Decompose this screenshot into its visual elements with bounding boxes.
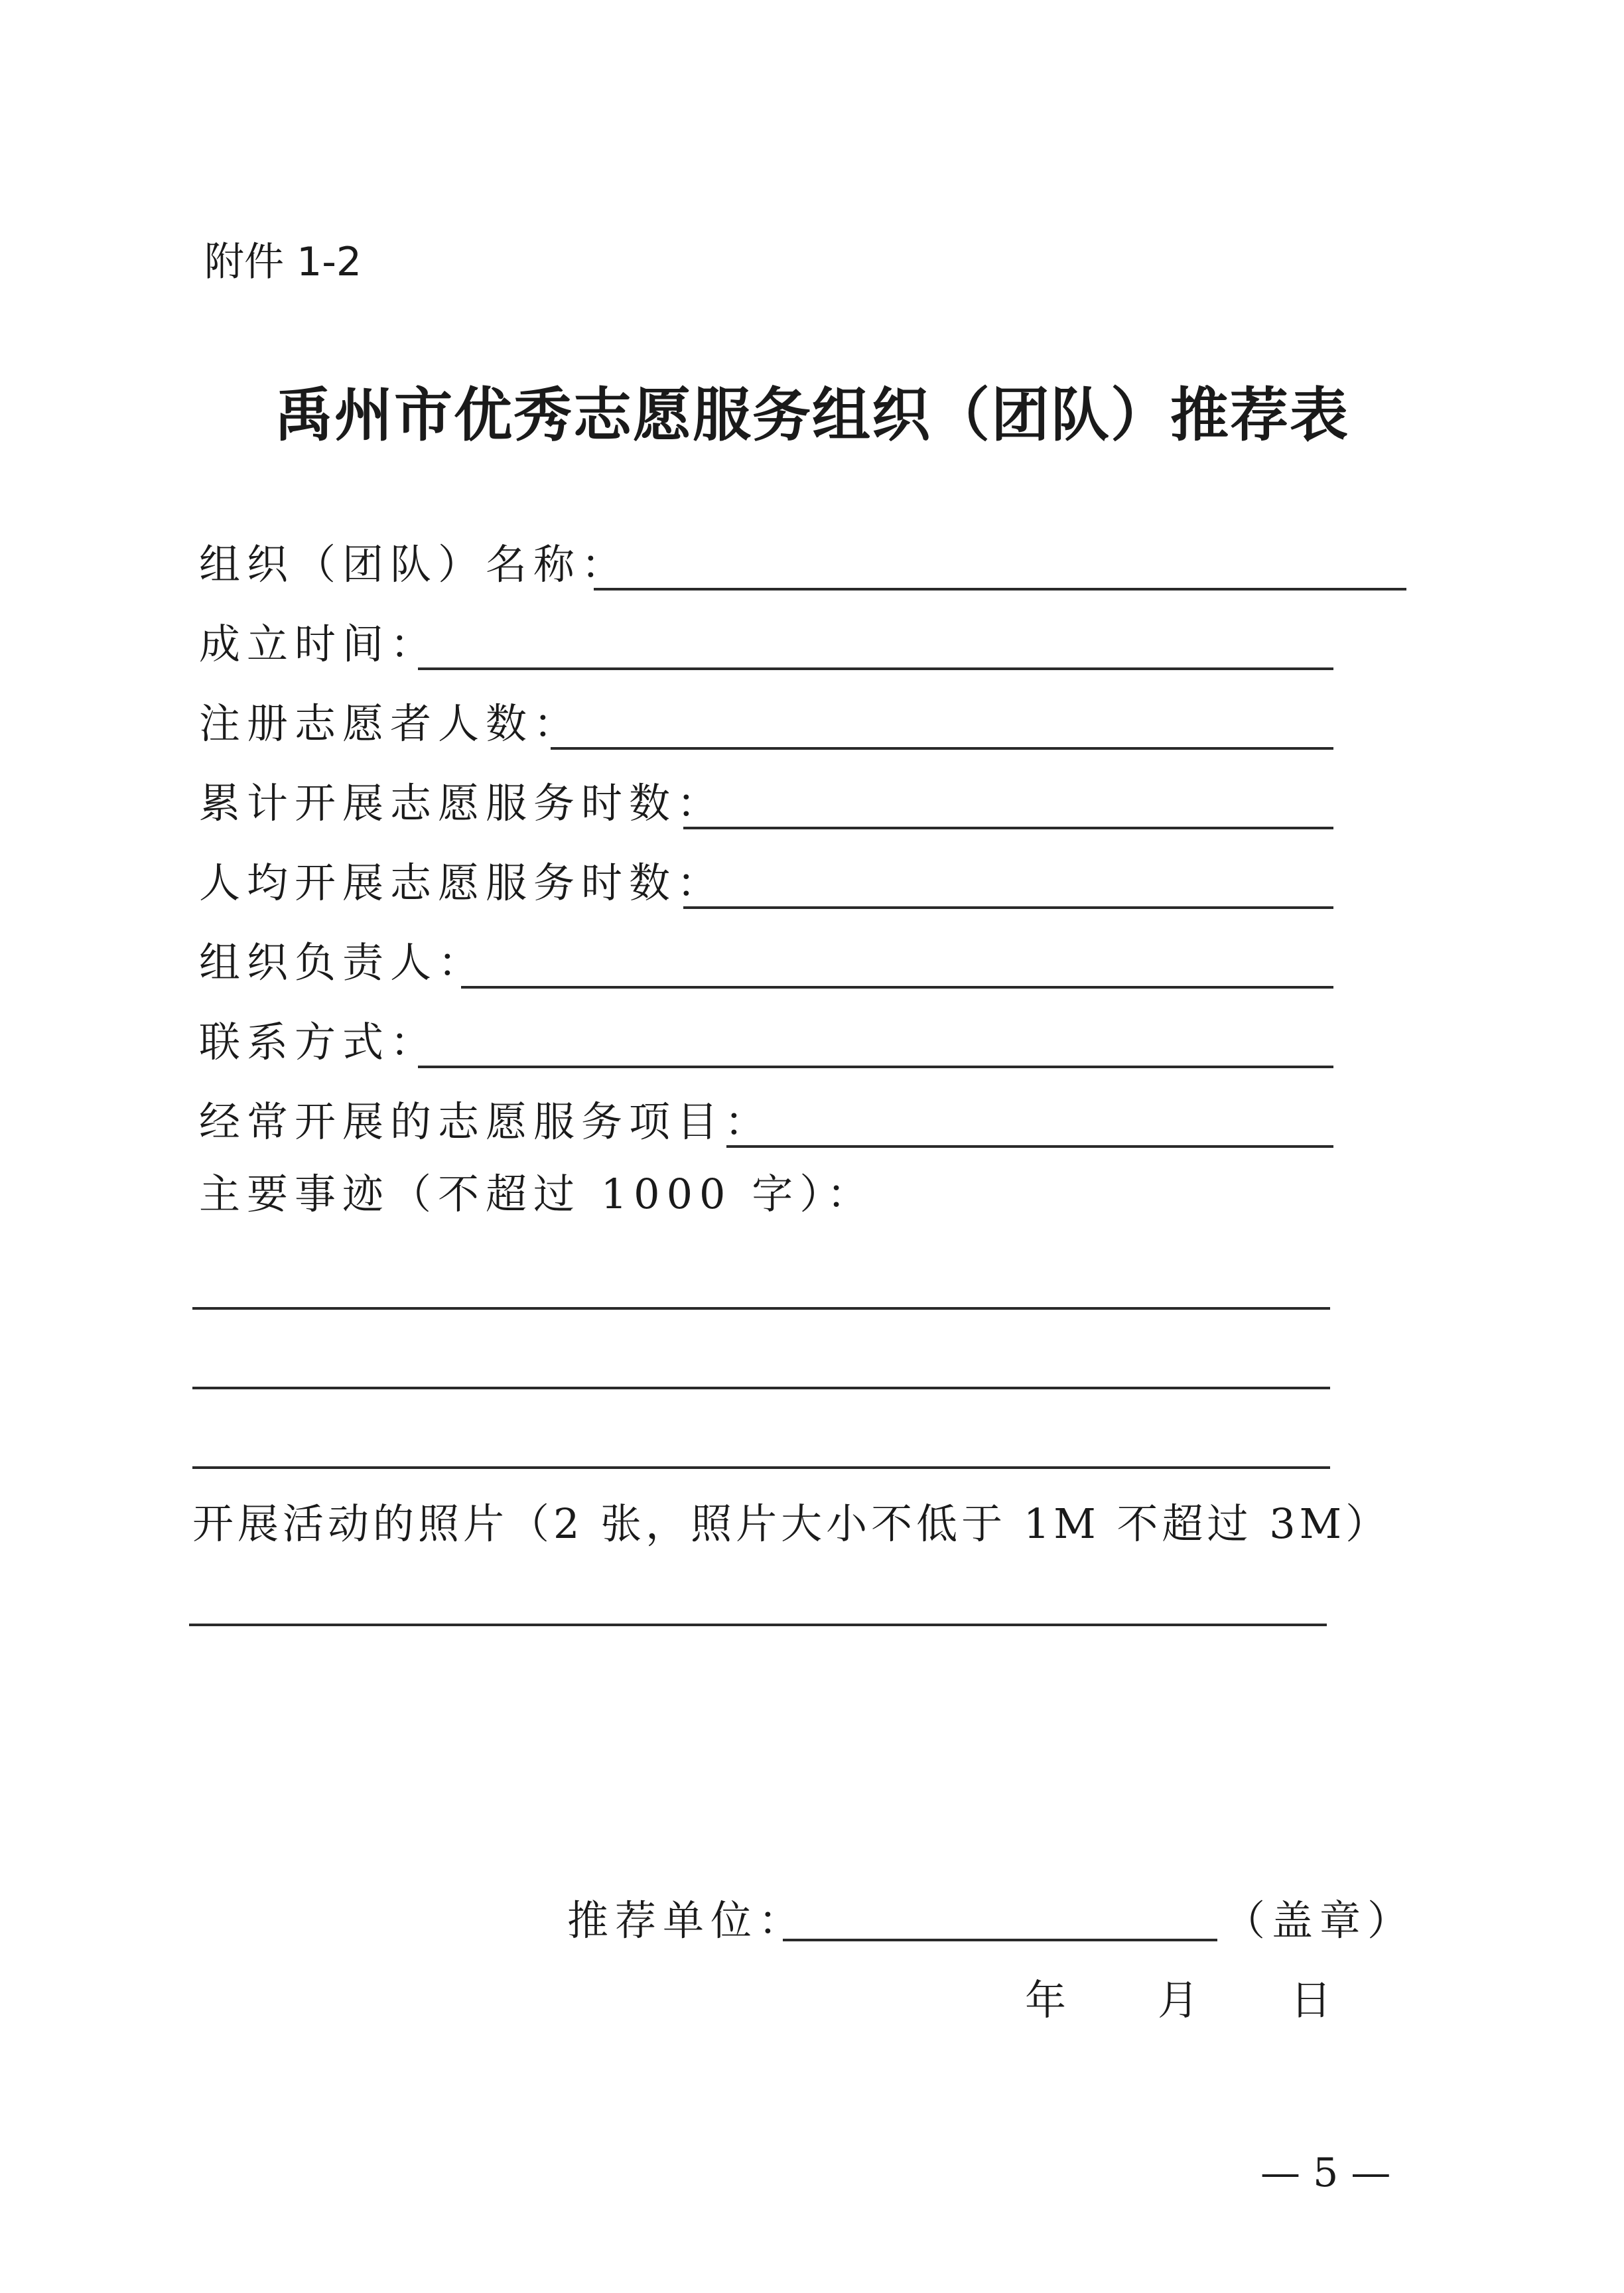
fill-line[interactable]	[551, 747, 1333, 750]
field-label: 注册志愿者人数：	[199, 699, 582, 748]
field-label: 组织（团队）名称：	[199, 540, 630, 589]
form-field-contact	[199, 1015, 1333, 1075]
field-label: 经常开展的志愿服务项目：	[199, 1097, 773, 1146]
field-label: 成立时间：	[199, 620, 439, 668]
main-deeds-line-3[interactable]	[192, 1466, 1330, 1469]
fill-line[interactable]	[726, 1145, 1333, 1148]
form-field-avg-service-hours	[199, 856, 1333, 916]
fill-line[interactable]	[418, 667, 1333, 670]
main-deeds-label: 主要事迹（不超过 1000 字）：	[199, 1170, 875, 1218]
recommend-unit-label: 推荐单位：	[567, 1896, 807, 1945]
form-field-org-name	[199, 537, 1406, 597]
fill-line[interactable]	[683, 827, 1333, 829]
page-number: — 5 —	[1260, 2150, 1391, 2196]
fill-line[interactable]	[683, 906, 1333, 909]
date-year: 年	[1025, 1976, 1073, 2024]
form-field-total-service-hours	[199, 776, 1333, 836]
field-label: 人均开展志愿服务时数：	[199, 859, 725, 907]
field-label: 累计开展志愿服务时数：	[199, 779, 725, 827]
form-field-org-leader	[199, 936, 1333, 995]
photos-line[interactable]	[189, 1624, 1327, 1626]
field-label: 组织负责人：	[199, 938, 486, 987]
form-field-regular-projects	[199, 1095, 1333, 1154]
fill-line[interactable]	[461, 986, 1333, 989]
recommend-unit-line[interactable]	[783, 1939, 1217, 1941]
page-title: 禹州市优秀志愿服务组织（团队）推荐表	[274, 380, 1349, 449]
fill-line[interactable]	[594, 588, 1406, 591]
date-month: 月	[1158, 1976, 1206, 2024]
main-deeds-line-2[interactable]	[192, 1387, 1330, 1389]
photos-label: 开展活动的照片（2 张，照片大小不低于 1M 不超过 3M）	[192, 1499, 1391, 1548]
fill-line[interactable]	[418, 1066, 1333, 1068]
date-day: 日	[1290, 1976, 1339, 2024]
attachment-label: 附件 1-2	[204, 239, 362, 285]
form-field-volunteer-count	[199, 697, 1333, 756]
main-deeds-line-1[interactable]	[192, 1307, 1330, 1310]
field-label: 联系方式：	[199, 1018, 439, 1066]
seal-label: （盖章）	[1224, 1896, 1416, 1945]
form-field-founded-date	[199, 617, 1333, 677]
